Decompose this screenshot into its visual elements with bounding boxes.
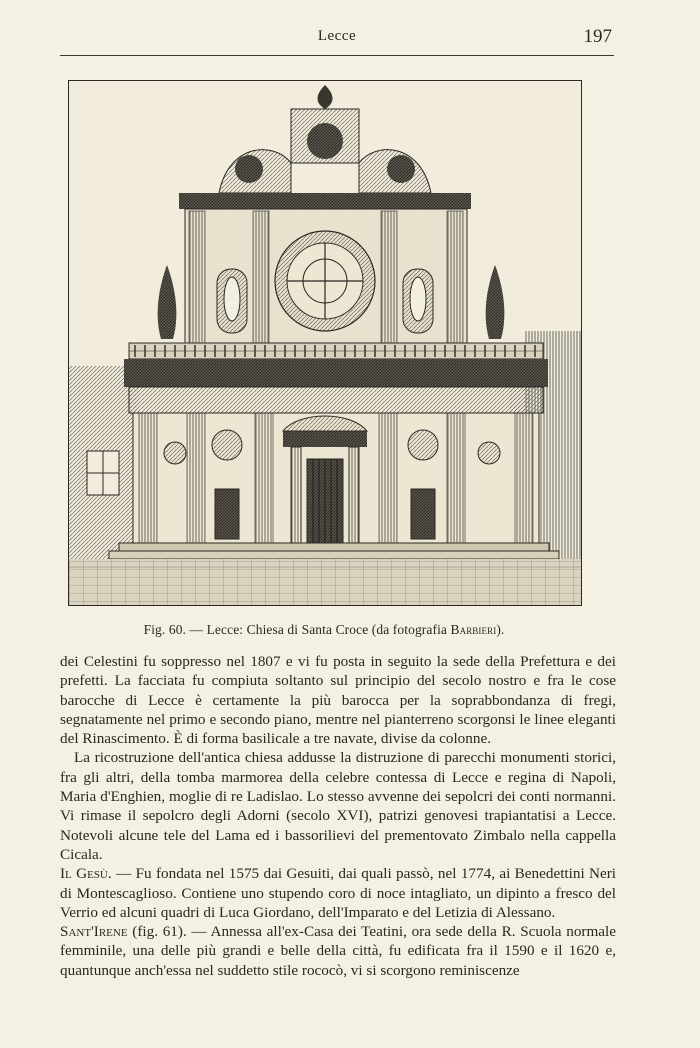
church-facade-illustration [69, 81, 581, 605]
figure-caption [68, 622, 580, 638]
paragraph-il-gesu [60, 864, 616, 922]
paragraph-sant-irene [60, 922, 616, 980]
caption-suffix: ). [496, 622, 505, 637]
paragraph-2 [60, 748, 616, 864]
caption-text: Fig. 60. — Lecce: Chiesa di Santa Croce (da fotografia [143, 622, 451, 637]
paragraph-heading: Il Gesù. [60, 865, 112, 883]
page-header [60, 26, 614, 48]
figure-engraving [68, 80, 582, 606]
paragraph-text: — Fu fondata nel 1575 dai Gesuiti, dai quali passò, nel 1774, ai Benedettini Neri di Montescaglioso. Contiene uno stupendo coro di noce intagliato, un dipinto a fresco del Verrio ed alcuni quadri di Luca Giordano, dell'Imparato e del Letizia di Alessano. [60, 865, 617, 921]
paragraph-text: dei Celestini fu soppresso nel 1807 e vi fu posta in seguito la sede della Prefettura e dei prefetti. La facciata fu compiuta soltanto sul principio del secolo nostro e fra le cose barocche di Lecce è certamente la più barocca per la soprabbondanza di fregi, segnatamente nel primo e secondo piano, mentre nel pianterreno scorgonsi le linee eleganti del Rinascimento. È di forma basilicale a tre navate, divise da colonne. [60, 653, 616, 748]
page-number: 197 [583, 26, 612, 47]
paragraph-text: (fig. 61). — Annessa all'ex-Casa dei Teatini, ora sede della R. Scuola normale femminile, una delle più grandi e belle della città, fu edificata fra il 1590 e il 1620 e, quantunque anch'essa nel suddetto stile rococò, vi si scorgono reminiscenze [60, 923, 616, 979]
paragraph-text: La ricostruzione dell'antica chiesa addusse la distruzione di parecchi monumenti storici, fra gli altri, della tomba marmorea della celebre contessa di Lecce e regina di Napoli, Maria d'Enghien, moglie di re Ladislao. Lo stesso avvenne dei sepolcri dei conti normanni. Vi rimase il sepolcro degli Adorni (secolo XVI), patrizi genovesi trapiantatisi a Lecce. Notevoli alcune tele del Lama ed i bassorilievi del prementovato Zimbalo nella cappella Cicala. [60, 749, 616, 863]
paragraph-heading: Sant'Irene [60, 923, 128, 941]
paragraph-1 [60, 652, 616, 748]
body-text [60, 652, 616, 980]
header-rule [60, 55, 614, 56]
running-title: Lecce [317, 28, 357, 44]
caption-credit: Barbieri [450, 622, 497, 637]
